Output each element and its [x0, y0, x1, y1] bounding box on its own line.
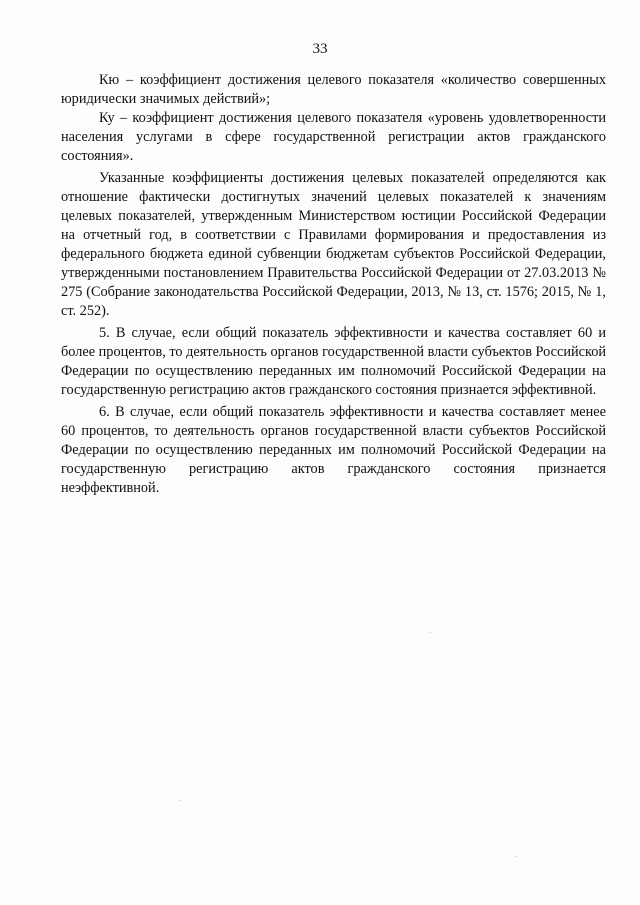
scan-speck [430, 632, 431, 633]
scan-speck [180, 800, 181, 801]
paragraph-item-6: 6. В случае, если общий показатель эффективности и качества составляет менее 60 процентов, то деятельность органов государственной власти субъектов Российской Федерации по осуществлению переданных им полномочий Российской Федерации на государственную регистрацию актов гражданского состояния признается неэффективной. [61, 404, 606, 496]
paragraph-item-5: 5. В случае, если общий показатель эффективности и качества составляет 60 и более процентов, то деятельность органов государственной власти субъектов Российской Федерации по осуществлению переданных им полномочий Российской Федерации на государственную регистрацию актов гражданского состояния признается эффективной. [61, 325, 606, 398]
document-body [61, 71, 606, 501]
paragraph-ku-definition: Ку – коэффициент достижения целевого показателя «уровень удовлетворенности населения услугами в сфере государственной регистрации актов гражданского состояния». [61, 110, 606, 164]
paragraph-coefficients-explanation: Указанные коэффициенты достижения целевых показателей определяются как отношение фактически достигнутых значений целевых показателей к значениям целевых показателей, утвержденным Министерством юстиции Российской Федерации на отчетный год, в соответствии с Правилами формирования и предоставления из федерального бюджета единой субвенции бюджетам субъектов Российской Федерации, утвержденными постановлением Правительства Российской Федерации от 27.03.2013 № 275 (Собрание законодательства Российской Федерации, 2013, № 13, ст. 1576; 2015, № 1, ст. 252). [61, 170, 606, 319]
page-number: 33 [312, 41, 328, 57]
paragraph-kyu-definition: Кю – коэффициент достижения целевого показателя «количество совершенных юридически значимых действий»; [61, 72, 606, 107]
scan-speck [516, 856, 517, 857]
